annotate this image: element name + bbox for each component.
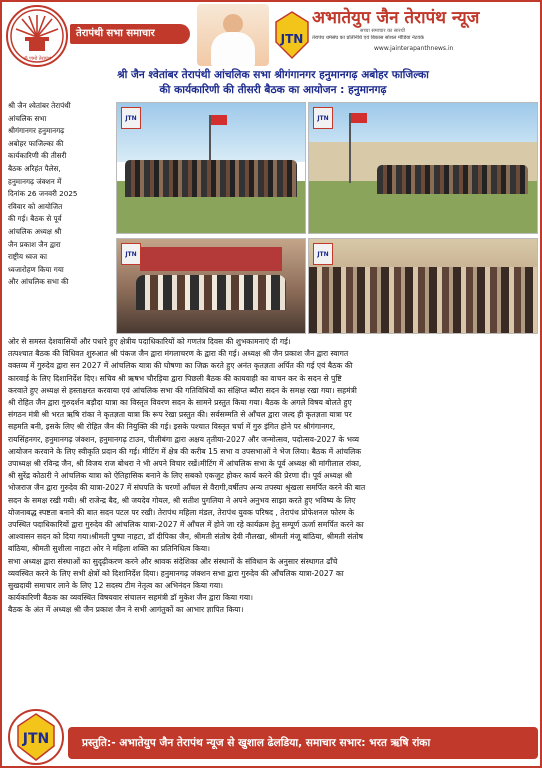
sabha-logo-text: ॐ णमो तेरापंथ — [23, 56, 51, 62]
header — [2, 2, 540, 68]
headline — [6, 68, 540, 98]
footer-jtn-logo-icon — [6, 708, 66, 766]
article-line: व्यवस्थित करने के लिए सभी क्षेत्रों को दिशानिर्देश दिया। हनुमानगढ़ जंक्शन सभा द्वारा गुरुदेव की आँचलिक यात्रा-2027 का — [8, 568, 344, 578]
intro-line: आंचलिक सभा — [8, 113, 47, 123]
article-line: सुखदायी समाचार लाने के लिए 12 सदस्य टीम नेतृत्व का अभिनंदन किया गया। — [8, 581, 224, 591]
intro-line: हनुमानगढ़ जंक्शन में — [8, 176, 62, 186]
intro-line: रविवार को आयोजित — [8, 201, 63, 211]
intro-line: श्रीगंगानगर हनुमानगढ़ — [8, 126, 65, 136]
intro-line: और आंचलिक सभा की — [8, 277, 69, 287]
photo-logo: JTN — [121, 107, 141, 129]
intro-line: की गई। बैठक से पूर्व — [8, 214, 62, 224]
article-line: वक्तव्य में गुरुदेव द्वारा सन 2027 में आंचलिक यात्रा की घोषणा का जिक्र करते हुए अनंत कृतज्ञता अर्पित की गई एवं बैठक की — [8, 361, 353, 371]
intro-line: जैन प्रकाश जैन द्वारा — [8, 239, 61, 249]
article-line: उपाध्यक्ष श्री रविन्द्र जैन, श्री विजय राज बोथरा ने भी अपने विचार रखें।मीटिंग में आंचलिक सभा के पूर्व अध्यक्ष श्री मांगीलाल रांका, — [8, 459, 362, 469]
footer-logo-text: JTN — [22, 731, 50, 747]
photo-flag-hoisting-wide[interactable] — [308, 102, 538, 234]
article-line: बैठक के अंत में अध्यक्ष श्री जैन प्रकाश जैन ने सभी आगंतुकों का आभार ज्ञापित किया। — [8, 605, 244, 615]
article-line: भोजराज जैन द्वारा गुरुदेव की यात्रा-2027 में संघपति के चरणों आँचल से वैरागी,वर्षीतप अन्य तपस्या श्रृंखला समर्पित करने की बात — [8, 483, 366, 493]
brand-title: अभातेयुप जैन तेरापंथ न्यूज — [312, 8, 480, 28]
article-line: सदन के समक्ष रखी गयी। श्री राजेन्द्र बैद, श्री जयदेव गोयल, श्री सतीश पुगलिया ने अपने अनुभव साझा करते हुए भविष्य के लिए — [8, 495, 356, 505]
intro-line: बैठक अरिहंत पैलेस, — [8, 163, 61, 173]
article-line: करवाते हुए अध्यक्ष से हस्ताक्षरत करवाया एवं आंचलिक सभा की गतिविधियों का संक्षिप्त ब्यौरा सदन के समक्ष रखा गया। सहमंत्री — [8, 385, 357, 395]
article-line: योजनाबद्ध स्पष्टता बनाने की बात सदन पटल पर रखी। तेरापंथ महिला मंडल, तेरापंथ युवक परिषद , तेरापंथ प्रोफेशनल फोरम के — [8, 507, 355, 517]
photo-logo: JTN — [313, 243, 333, 265]
guru-photo — [197, 4, 269, 66]
article-line: उपस्थित पदाधिकारियों द्वारा गुरुदेव की आंचलिक यात्रा-2027 में आँचल में होने जा रहे कार्यक्रम हेतु सम्पूर्ण ऊर्जा समर्पित करने का — [8, 520, 364, 530]
article-line: बांठिया, श्रीमती सुशीला नाहटा ओर ने महिला शक्ति का प्रतिनिधित्व किया। — [8, 544, 210, 554]
jtn-logo-icon — [272, 10, 312, 60]
sabha-banner: तेरापंथी सभा समाचार — [70, 24, 190, 44]
intro-line: दिनांक 26 जनवरी 2025 — [8, 189, 78, 199]
brand-subtitle: तेरापंथ धर्मसंघ का प्रतिनिधि एवं बिकास सोशल मीडिया नेटवर्क — [312, 35, 424, 41]
brand-url[interactable]: www.jainterapanthnews.in — [374, 45, 454, 52]
article-line: आयोजन करवाने के लिए स्वीकृति प्रदान की गई। मीटिंग में क्षेत्र की करीब 15 सभा व उपसभाओं ने भेज लिया। बैठक में आंचलिक — [8, 446, 362, 456]
intro-line: श्री जैन श्वेतांबर तेरापंथी — [8, 101, 71, 110]
article-line: ओर से समस्त देशवासियों और पधारे हुए क्षेत्रीय पदाधिकारियों को गणतंत्र दिवस की शुभकामनाएं दी गई। — [8, 337, 291, 346]
photo-audience[interactable] — [308, 238, 538, 334]
intro-line: ध्वजारोहण किया गया — [8, 264, 64, 274]
headline-line-1: श्री जैन श्वेतांबर तेरापंथी आंचलिक सभा श्रीगंगानगर हनुमानगढ़ अबोहर फाजिल्का — [117, 69, 429, 81]
article-line: सहमति बनी, इसके लिए श्री रोहित जैन की नियुक्ति की गई। इसके पश्चात विस्तृत चर्चा में गुरु इंगित होने पर श्रीगंगानगर, — [8, 422, 336, 432]
intro-column — [8, 100, 116, 289]
headline-line-2: की कार्यकारिणी की तीसरी बैठक का आयोजन : हनुमानगढ़ — [159, 84, 387, 96]
photo-logo: JTN — [121, 243, 141, 265]
footer-jtn-logo — [6, 708, 66, 766]
article-line: श्री रोहित जैन द्वारा गुरुदर्शन बड़ौदा यात्रा का विस्तृत विवरण सदन के सामने प्रस्तुत किया गया। बैठक के अगले विषय बोलते हुए — [8, 398, 352, 408]
photo-logo: JTN — [313, 107, 333, 129]
jtn-logo-text: JTN — [280, 32, 304, 46]
article-line: कारवाई के लिए दिशानिर्देश दिए। सचिव श्री ऋषभ चौरड़िया द्वारा पिछली बैठक की कायवाही का वाचन कर के सदन से पुष्टि — [8, 373, 342, 383]
intro-line: अबोहर फाजिल्का की — [8, 138, 64, 148]
article-line: आश्वासन सदन को दिया गया।श्रीमती पुष्पा नाहटा, डॉ दीपिका जैन, श्रीमती संतोष देवी नौलखा, श्रीमती मंजू बांठिया, श्रीमती संतोष — [8, 532, 364, 542]
photo-stage-dignitaries[interactable] — [116, 238, 306, 334]
sabha-logo — [6, 5, 68, 67]
article-body — [8, 336, 538, 617]
intro-line: कार्यकारिणी की तीसरी — [8, 151, 67, 161]
photo-flag-hoisting-group[interactable] — [116, 102, 306, 234]
article-line: सभा अध्यक्ष द्वारा संस्थाओं का सुदृढ़ीकरण करने और श्रावक संदेशिका और संस्थानों के संविधान के अनुसार संस्थागत ढाँचे — [8, 556, 338, 566]
jtn-logo — [272, 10, 312, 60]
brand-tagline: सच्चा समाचार का सारथी — [360, 28, 406, 34]
intro-line: राष्ट्रीय ध्वज का — [8, 252, 48, 262]
article-line: श्री सुरेंद्र कोठारी ने आंचलिक यात्रा को ऐतिहासिक बनाने के लिए सबको एकजुट होकर कार्य करने की प्रेरणा दी। पूर्व अध्यक्ष श्री — [8, 471, 352, 481]
article-line: संगठन मंत्री श्री भरत ऋषि रांका ने कृतज्ञता यात्रा कि रूप रेखा प्रस्तुत की। सर्वसम्मति से आँचल द्वारा जल्द ही कृतज्ञता यात्रा पर — [8, 410, 352, 420]
article-line: तत्पश्चात बैठक की विधिवत शुरुआत श्री पंकज जैन द्वारा मंगलाचरण के द्वारा की गई। अध्यक्ष श्री जैन प्रकाश जैन द्वारा स्वागत — [8, 349, 349, 359]
intro-line: आंचलिक अध्यक्ष श्री — [8, 226, 62, 236]
article-line: रायसिंहनगर, हनुमानगढ़ जंक्शन, हनुमानगढ़ टाउन, पीलीबंगा द्वारा अक्षय तृतीया-2027 और जन्मोत्सव, पदोत्सव-2027 के भव्य — [8, 434, 360, 444]
article-line: कार्यकारिणी बैठक का व्यवस्थित विषयवार संचालन सहमंत्री डॉ मुकेश जैन द्वारा किया गया। — [8, 593, 253, 603]
footer-credit: प्रस्तुति:- अभातेयुप जैन तेरापंथ न्यूज से खुशाल ढेलडिया, समाचार सभार: भरत ऋषि रांका — [68, 727, 538, 759]
